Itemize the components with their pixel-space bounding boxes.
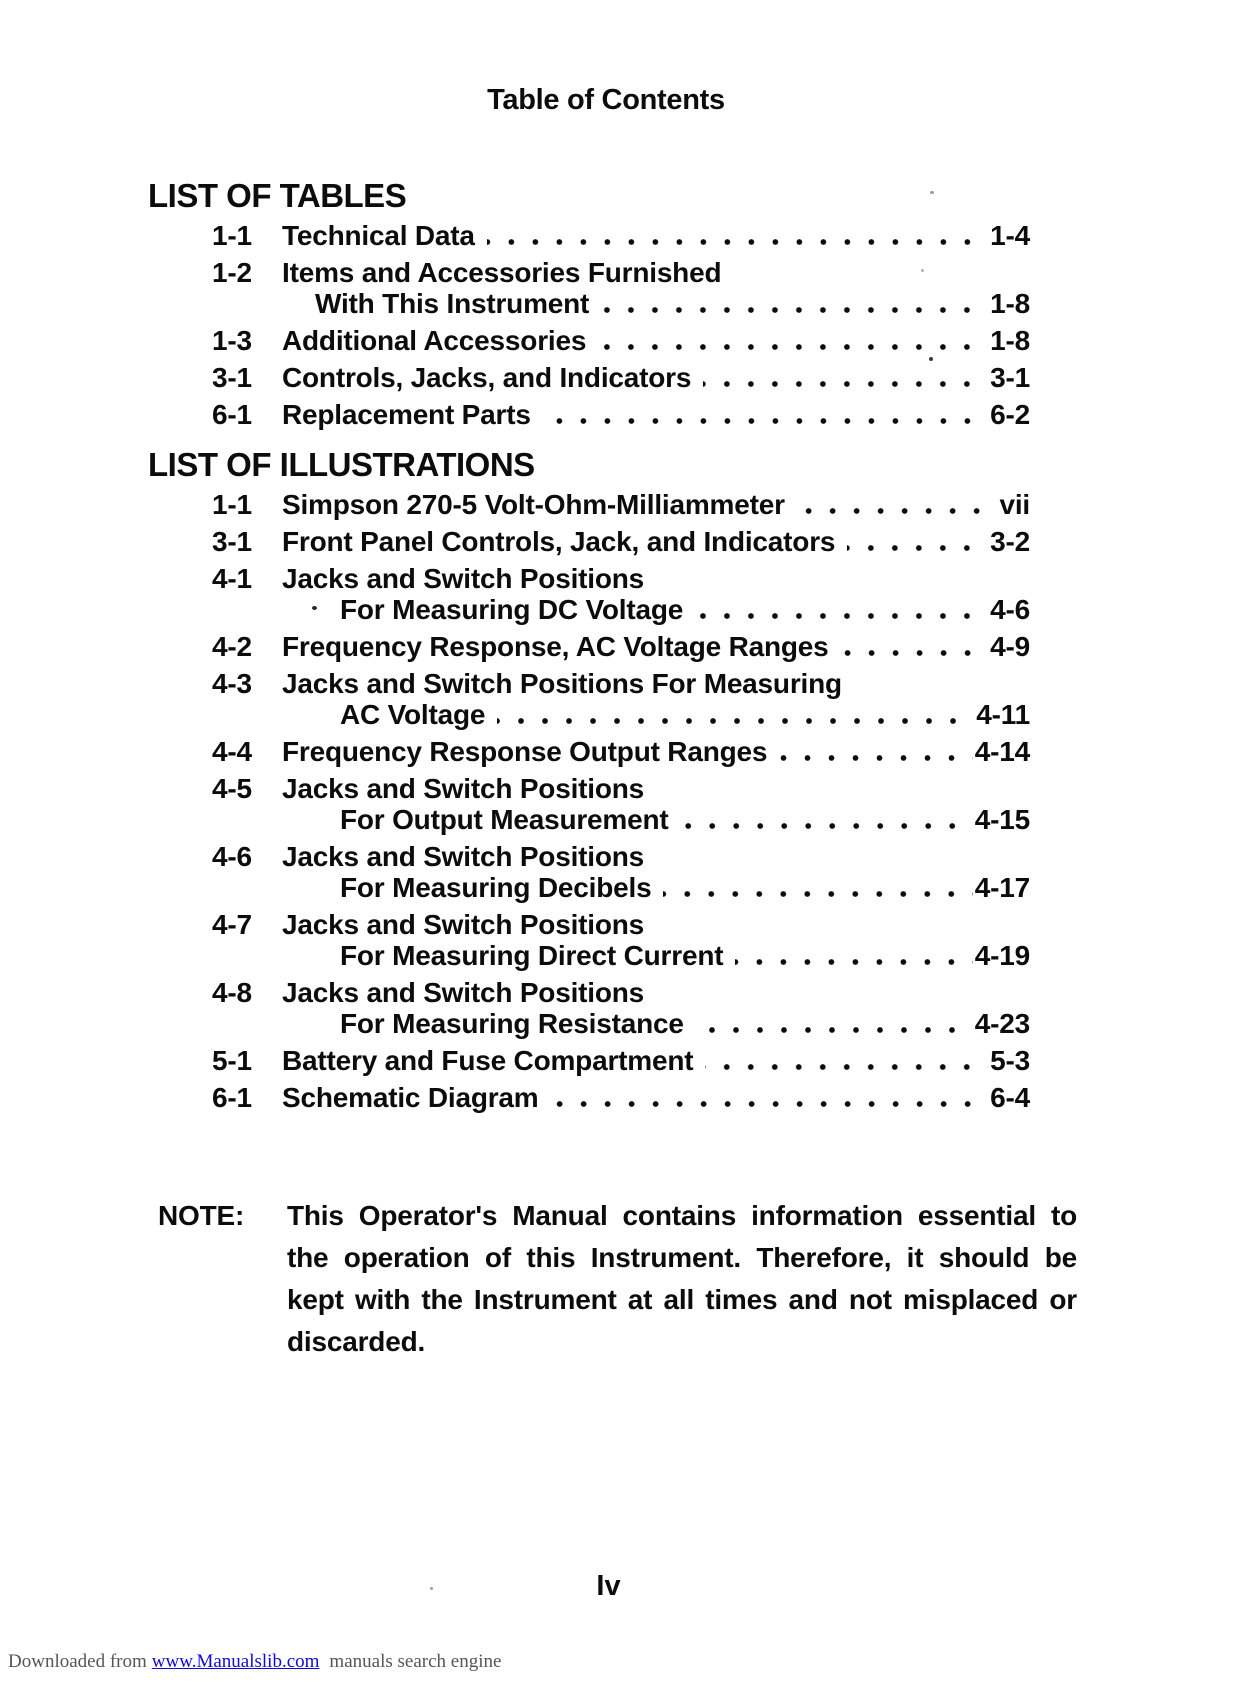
- entry-continuation: For Measuring Resistance: [340, 1008, 684, 1039]
- entry-number: 4-8: [212, 977, 252, 1008]
- dot-leader: [663, 891, 972, 897]
- manualslib-link[interactable]: www.Manualslib.com: [151, 1651, 320, 1672]
- entry-continuation: For Measuring DC Voltage: [340, 594, 684, 625]
- entry-title: Jacks and Switch Positions: [282, 909, 645, 940]
- entry-page-ref: 4-15: [974, 804, 1030, 835]
- page-title: Table of Contents: [487, 84, 725, 116]
- dot-leader: [681, 823, 973, 829]
- entry-page-ref: 6-2: [990, 399, 1030, 430]
- entry-title: Jacks and Switch Positions: [282, 841, 645, 872]
- toc-entry: [212, 977, 1030, 1039]
- note-text: [287, 1195, 1077, 1363]
- dot-leader: [735, 959, 972, 965]
- toc-entry: [212, 668, 1030, 730]
- note-line: the operation of this Instrument. Therefore, it should be: [287, 1242, 1077, 1273]
- entry-number: 1-1: [212, 489, 252, 520]
- toc-entry: [212, 257, 1030, 319]
- entry-page-ref: 4-19: [974, 940, 1030, 971]
- list-of-tables-entries: [212, 220, 1030, 430]
- list-of-illustrations-heading: LIST OF ILLUSTRATIONS: [148, 446, 535, 483]
- entry-continuation: With This Instrument: [315, 288, 590, 319]
- toc-entry: [212, 563, 1030, 625]
- entry-page-ref: 1-4: [990, 220, 1030, 251]
- entry-page-ref: 4-6: [990, 594, 1030, 625]
- entry-title: Battery and Fuse Compartment: [282, 1045, 694, 1076]
- entry-page-ref: 3-1: [990, 362, 1030, 393]
- note-label: NOTE:: [158, 1200, 245, 1231]
- entry-number: 6-1: [212, 1082, 252, 1113]
- entry-number: 4-4: [212, 736, 252, 767]
- entry-number: 6-1: [212, 399, 252, 430]
- dot-leader: [487, 239, 988, 245]
- entry-number: 1-2: [212, 257, 252, 288]
- dot-leader: [797, 508, 998, 514]
- entry-number: 5-1: [212, 1045, 252, 1076]
- toc-entry: [212, 325, 1030, 356]
- entry-number: 3-1: [212, 362, 252, 393]
- entry-number: 4-5: [212, 773, 252, 804]
- toc-entry: [212, 773, 1030, 835]
- entry-page-ref: 4-9: [990, 631, 1030, 662]
- dot-leader: [551, 1101, 989, 1107]
- entry-number: 4-7: [212, 909, 252, 940]
- dot-leader: [695, 613, 988, 619]
- entry-page-ref: 5-3: [990, 1045, 1030, 1076]
- entry-title: Jacks and Switch Positions: [282, 563, 645, 594]
- dot-leader: [779, 755, 973, 761]
- toc-entry: [212, 489, 1030, 520]
- entry-number: 4-3: [212, 668, 252, 699]
- toc-entry: [212, 1045, 1030, 1076]
- toc-entry: [212, 399, 1030, 430]
- dot-leader: [847, 545, 988, 551]
- entry-page-ref: 4-14: [974, 736, 1030, 767]
- entry-title: Replacement Parts: [282, 399, 531, 430]
- dot-leader: [705, 1064, 988, 1070]
- entry-title: Items and Accessories Furnished: [282, 257, 722, 288]
- entry-number: 4-6: [212, 841, 252, 872]
- credit-prefix: Downloaded from: [8, 1651, 147, 1672]
- toc-entry: [212, 526, 1030, 557]
- scanned-manual-page: [0, 83, 1237, 1683]
- entry-title: Frequency Response Output Ranges: [282, 736, 768, 767]
- entry-page-ref: 4-23: [974, 1008, 1030, 1039]
- list-of-illustrations-entries: [212, 489, 1030, 1113]
- toc-entry: [212, 631, 1030, 662]
- entry-continuation: For Measuring Direct Current: [340, 940, 724, 971]
- dot-leader: [543, 418, 988, 424]
- entry-title: Additional Accessories: [282, 325, 587, 356]
- entry-title: Controls, Jacks, and Indicators: [282, 362, 692, 393]
- note-line: This Operator's Manual contains information essential to: [287, 1200, 1077, 1231]
- entry-page-ref: 3-2: [990, 526, 1030, 557]
- toc-entry: [212, 1082, 1030, 1113]
- watermark-credit: [8, 1651, 501, 1673]
- entry-title: Jacks and Switch Positions For Measuring: [282, 668, 842, 699]
- entry-title: Jacks and Switch Positions: [282, 773, 645, 804]
- dot-leader: [696, 1027, 973, 1033]
- entry-continuation: For Output Measurement: [340, 804, 669, 835]
- toc-entry: [212, 220, 1030, 251]
- dot-leader: [841, 650, 989, 656]
- entry-title: Frequency Response, AC Voltage Ranges: [282, 631, 829, 662]
- entry-title: Technical Data: [282, 220, 475, 251]
- entry-continuation: AC Voltage: [340, 699, 486, 730]
- scan-speck: [921, 269, 924, 272]
- entry-number: 4-1: [212, 563, 252, 594]
- entry-page-ref: 1-8: [990, 325, 1030, 356]
- dot-leader: [598, 344, 988, 350]
- entry-page-ref: 4-11: [976, 699, 1030, 730]
- list-of-tables-heading: LIST OF TABLES: [148, 177, 407, 214]
- toc-entry: [212, 736, 1030, 767]
- entry-number: 1-3: [212, 325, 252, 356]
- entry-page-ref: 1-8: [990, 288, 1030, 319]
- page-number: Iv: [596, 1570, 621, 1602]
- dot-leader: [497, 718, 974, 724]
- scan-speck: [312, 606, 317, 610]
- scan-speck: [430, 1587, 433, 1590]
- dot-leader: [601, 307, 988, 313]
- dot-leader: [703, 381, 988, 387]
- entry-title: Jacks and Switch Positions: [282, 977, 645, 1008]
- toc-entry: [212, 362, 1030, 393]
- toc-entry: [212, 909, 1030, 971]
- entry-number: 1-1: [212, 220, 252, 251]
- entry-number: 4-2: [212, 631, 252, 662]
- entry-page-ref: vii: [999, 489, 1030, 520]
- toc-entry: [212, 841, 1030, 903]
- scan-speck: [929, 357, 933, 361]
- entry-page-ref: 4-17: [974, 872, 1030, 903]
- note-line: discarded.: [287, 1326, 426, 1357]
- entry-continuation: For Measuring Decibels: [340, 872, 652, 903]
- scan-speck: [930, 191, 934, 194]
- entry-page-ref: 6-4: [990, 1082, 1030, 1113]
- entry-title: Schematic Diagram: [282, 1082, 539, 1113]
- entry-title: Front Panel Controls, Jack, and Indicators: [282, 526, 836, 557]
- entry-number: 3-1: [212, 526, 252, 557]
- note-line: kept with the Instrument at all times and not misplaced or: [287, 1284, 1077, 1315]
- credit-suffix: manuals search engine: [329, 1651, 502, 1672]
- note-block: [158, 1195, 1077, 1363]
- entry-title: Simpson 270-5 Volt-Ohm-Milliammeter: [282, 489, 785, 520]
